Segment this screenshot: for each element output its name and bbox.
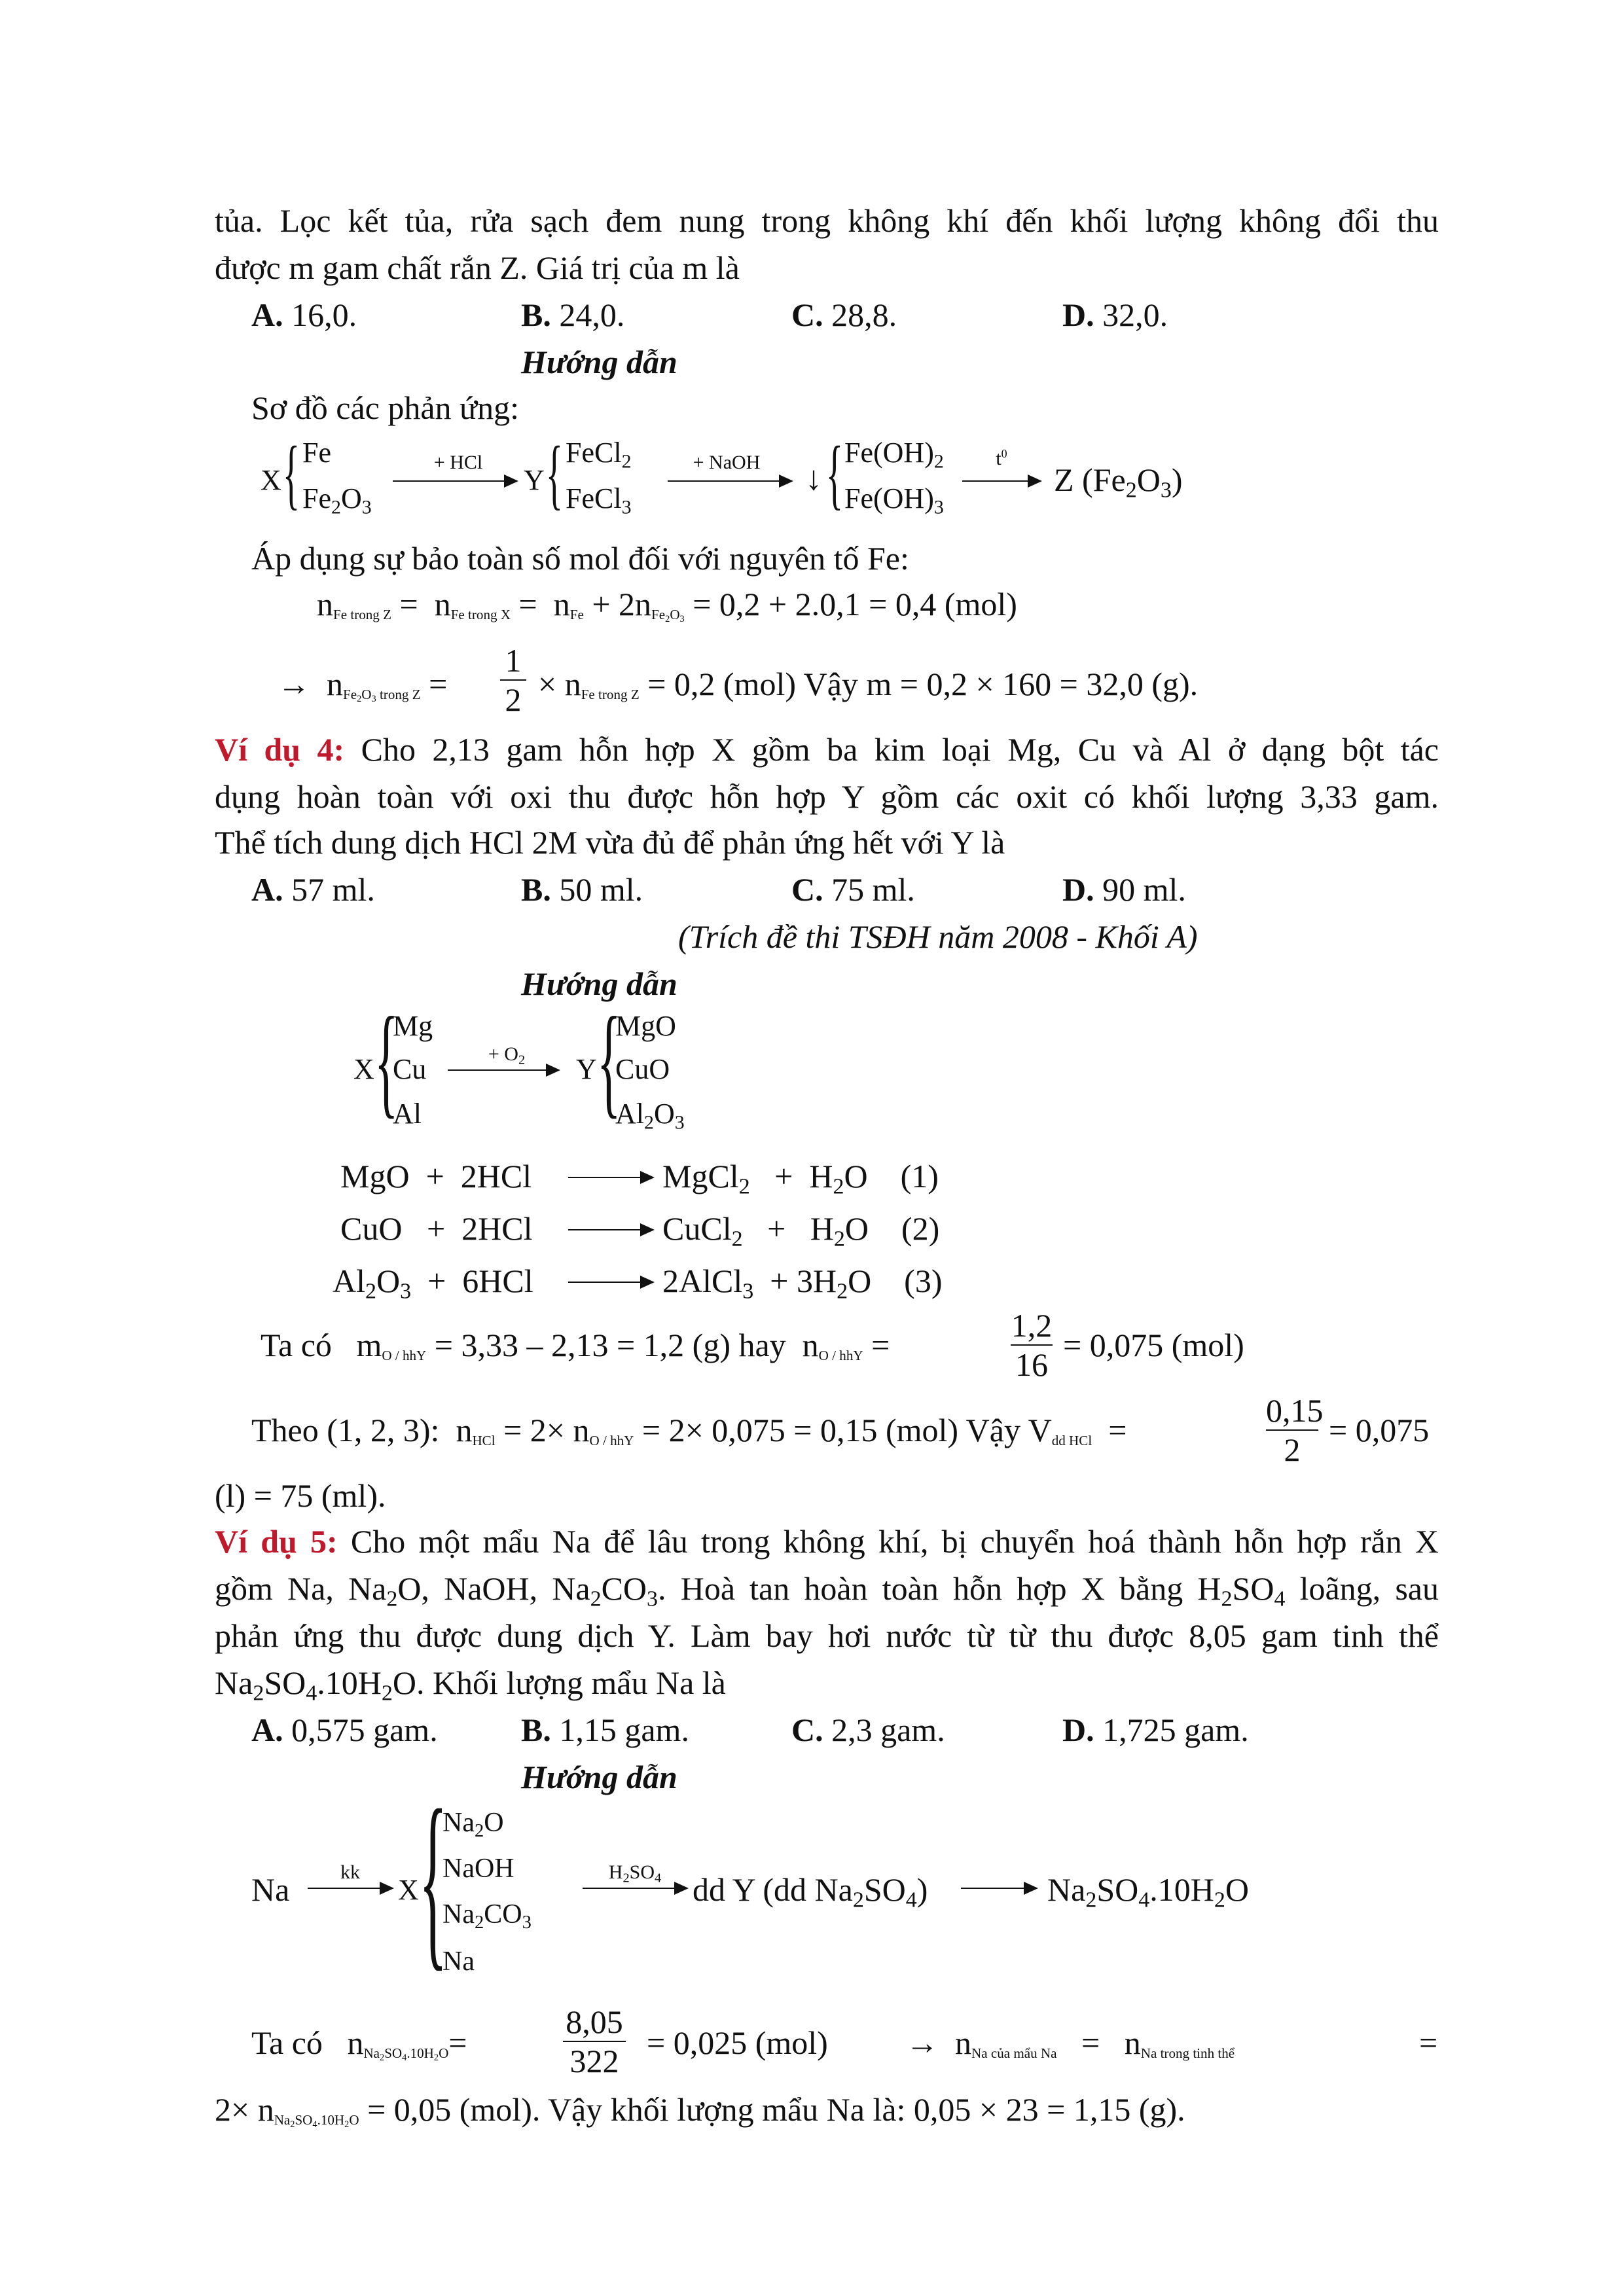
ex5-option-b: B. 1,15 gam.: [521, 1712, 689, 1748]
q3-guide-heading: Hướng dẫn: [521, 344, 677, 380]
q3-option-c: C. 28,8.: [791, 296, 897, 333]
ex4-source: (Trích đề thi TSĐH năm 2008 - Khối A): [678, 918, 1198, 955]
q3-option-b: B. 24,0.: [521, 296, 625, 333]
ex5-option-a: A. 0,575 gam.: [251, 1712, 438, 1748]
intro-line-2: được m gam chất rắn Z. Giá trị của m là: [215, 249, 740, 286]
q3-scheme-title: Sơ đồ các phản ứng:: [251, 389, 520, 426]
ex4-option-b: B. 50 ml.: [521, 871, 643, 908]
q3-option-a: A. 16,0.: [251, 296, 357, 333]
ex4-option-c: C. 75 ml.: [791, 871, 915, 908]
ex5-denominator: 322: [569, 2043, 619, 2079]
v-denominator: 2: [1284, 1431, 1301, 1468]
ex5-line-3: phản ứng thu được dung dịch Y. Làm bay hơi nước từ từ thu được 8,05 gam tinh thể: [215, 1617, 1439, 1654]
intro-line-1: tủa. Lọc kết tủa, rửa sạch đem nung trong không khí đến khối lượng không đổi thu: [215, 202, 1439, 239]
n-denominator: 16: [1015, 1346, 1048, 1383]
ex5-numerator: 8,05: [566, 2003, 623, 2040]
ex5-line-4: $Na_2SO_4.10H_2O$. Khối lượng mẩu Na là: [215, 1664, 726, 1706]
ex4-guide-heading: Hướng dẫn: [521, 965, 677, 1002]
q3-option-d: D. 32,0.: [1062, 296, 1168, 333]
n-numerator: 1,2: [1011, 1307, 1053, 1344]
ex5-option-c: C. 2,3 gam.: [791, 1712, 945, 1748]
v-numerator: 0,15: [1266, 1392, 1324, 1429]
ex4-option-d: D. 90 ml.: [1062, 871, 1186, 908]
ex5-line-1: Ví dụ 5: Cho một mẩu Na để lâu trong không khí, bị chuyển hoá thành hỗn hợp rắn X: [215, 1523, 1439, 1560]
ex4-option-a: A. 57 ml.: [251, 871, 375, 908]
q3-conservation-note: Áp dụng sự bảo toàn số mol đối với nguyên tố Fe:: [251, 540, 909, 577]
ex5-line-2: gồm Na, $Na_2O$, NaOH, $Na_2CO_3$. Hoà tan hoàn toàn hỗn hợp X bằng $H_2SO_4$ loãng, sau: [215, 1570, 1439, 1611]
ex4-line-3: Thể tích dung dịch HCl 2M vừa đủ để phản ứng hết với Y là: [215, 824, 1005, 861]
half-numerator: 1: [505, 642, 522, 679]
half-denominator: 2: [505, 681, 522, 718]
ex5-guide-heading: Hướng dẫn: [521, 1759, 677, 1795]
ex5-option-d: D. 1,725 gam.: [1062, 1712, 1249, 1748]
ex4-line-1: Ví dụ 4: Cho 2,13 gam hỗn hợp X gồm ba kim loại Mg, Cu và Al ở dạng bột tác: [215, 731, 1439, 768]
ex4-line-2: dụng hoàn toàn với oxi thu được hỗn hợp Y gồm các oxit có khối lượng 3,33 gam.: [215, 778, 1439, 815]
q3-equation-1: $n_{Fe trong Z} = n_{Fe trong X} = n_{Fe} + 2n_{Fe_2O_3} = 0,2 + 2.0,1 = 0,4$ (mol): [317, 586, 1017, 624]
